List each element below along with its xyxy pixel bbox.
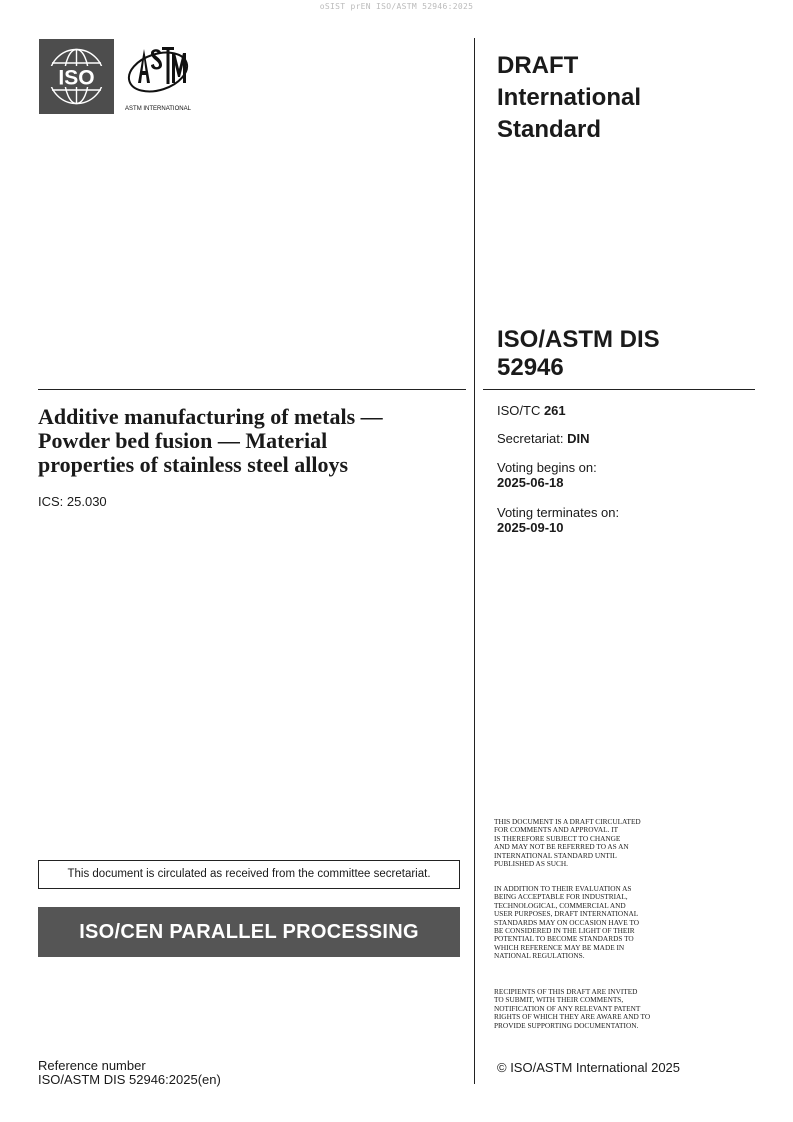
document-number	[497, 326, 747, 382]
document-number-line-2: 52946	[497, 354, 564, 381]
disclaimer-paragraph-3	[494, 988, 704, 1030]
reference-label: Reference number	[38, 1058, 146, 1073]
disclaimer-line: IS THEREFORE SUBJECT TO CHANGE	[494, 833, 621, 843]
voting-terminates-date: 2025-09-10	[497, 520, 564, 535]
disclaimer-line: PUBLISHED AS SUCH.	[494, 859, 568, 869]
processing-banner: ISO/CEN PARALLEL PROCESSING	[38, 907, 460, 957]
disclaimer-line: POTENTIAL TO BECOME STANDARDS TO	[494, 934, 634, 944]
astm-logo	[117, 39, 199, 114]
document-title	[38, 405, 458, 477]
disclaimer-paragraph-2	[494, 885, 704, 961]
draft-line-1: DRAFT	[497, 52, 579, 79]
disclaimer-line: THIS DOCUMENT IS A DRAFT CIRCULATED	[494, 817, 641, 826]
astm-emblem-icon	[117, 39, 199, 114]
document-stage	[497, 50, 641, 146]
disclaimer-line: NATIONAL REGULATIONS.	[494, 951, 585, 961]
draft-line-3: Standard	[497, 116, 602, 143]
disclaimer-line: BE CONSIDERED IN THE LIGHT OF THEIR	[494, 926, 635, 936]
disclaimer-line: NOTIFICATION OF ANY RELEVANT PATENT	[494, 1003, 641, 1013]
title-line-2: Powder bed fusion — Material	[38, 428, 328, 453]
disclaimer-line: PROVIDE SUPPORTING DOCUMENTATION.	[494, 1020, 639, 1030]
reference-number	[38, 1059, 221, 1087]
technical-committee	[497, 403, 566, 418]
document-number-line-1: ISO/ASTM DIS	[497, 326, 660, 353]
voting-terminates	[497, 505, 619, 535]
iso-logo	[39, 39, 114, 114]
disclaimer-line: WHICH REFERENCE MAY BE MADE IN	[494, 942, 625, 952]
tc-label: ISO/TC	[497, 403, 544, 418]
circulation-notice: This document is circulated as received from the committee secretariat.	[38, 860, 460, 889]
disclaimer-line: USER PURPOSES, DRAFT INTERNATIONAL	[494, 909, 639, 919]
vertical-divider	[474, 38, 475, 1084]
disclaimer-line: RECIPIENTS OF THIS DRAFT ARE INVITED	[494, 987, 638, 996]
voting-begins-label: Voting begins on:	[497, 460, 597, 475]
disclaimer-line: FOR COMMENTS AND APPROVAL. IT	[494, 825, 619, 835]
iso-logo-text: ISO	[58, 66, 95, 90]
draft-line-2: International	[497, 84, 642, 111]
disclaimer-line: TECHNOLOGICAL, COMMERCIAL AND	[494, 900, 626, 910]
voting-terminates-label: Voting terminates on:	[497, 505, 620, 520]
disclaimer-line: TO SUBMIT, WITH THEIR COMMENTS,	[494, 995, 624, 1005]
disclaimer-paragraph-1	[494, 818, 704, 868]
astm-caption: ASTM INTERNATIONAL	[125, 106, 191, 112]
disclaimer-line: BEING ACCEPTABLE FOR INDUSTRIAL,	[494, 892, 628, 902]
secretariat-label: Secretariat:	[497, 431, 568, 446]
horizontal-divider-right	[483, 389, 755, 390]
title-line-3: properties of stainless steel alloys	[38, 452, 349, 477]
title-line-1: Additive manufacturing of metals —	[38, 404, 383, 429]
copyright: © ISO/ASTM International 2025	[497, 1060, 681, 1075]
reference-value: ISO/ASTM DIS 52946:2025(en)	[38, 1072, 221, 1087]
secretariat	[497, 431, 589, 446]
disclaimer-line: IN ADDITION TO THEIR EVALUATION AS	[494, 884, 632, 893]
watermark: oSIST prEN ISO/ASTM 52946:2025	[319, 2, 474, 11]
tc-value: 261	[543, 403, 566, 418]
iso-globe-icon	[39, 39, 114, 114]
ics-code: ICS: 25.030	[38, 494, 107, 509]
disclaimer-line: AND MAY NOT BE REFERRED TO AS AN	[494, 842, 629, 852]
disclaimer-line: INTERNATIONAL STANDARD UNTIL	[494, 850, 617, 860]
secretariat-value: DIN	[567, 431, 590, 446]
voting-begins-date: 2025-06-18	[497, 475, 564, 490]
disclaimer-line: RIGHTS OF WHICH THEY ARE AWARE AND TO	[494, 1012, 651, 1022]
horizontal-divider-left	[38, 389, 466, 390]
disclaimer-line: STANDARDS MAY ON OCCASION HAVE TO	[494, 917, 640, 927]
voting-begins	[497, 460, 597, 490]
